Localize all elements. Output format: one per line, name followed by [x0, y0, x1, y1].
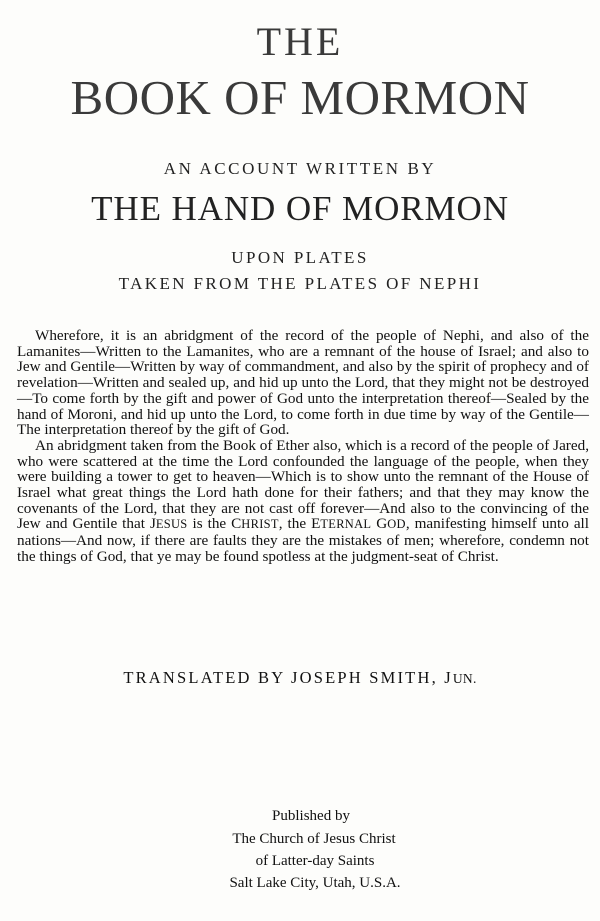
jesus-small-caps: ESUS	[155, 517, 188, 532]
publisher-line-location: Salt Lake City, Utah, U.S.A.	[229, 875, 401, 891]
introduction-text	[17, 328, 589, 565]
subtitle-account-written-by: AN ACCOUNT WRITTEN BY	[163, 159, 437, 178]
subtitle-upon-plates: UPON PLATES	[231, 248, 369, 267]
publisher-line-church-name: The Church of Jesus Christ	[232, 831, 396, 847]
god-small-caps: OD	[387, 517, 406, 532]
subtitle-hand-of-mormon: THE HAND OF MORMON	[91, 189, 509, 228]
introduction-paragraph-2	[17, 438, 589, 565]
publisher-line-latter-day-saints: of Latter-day Saints	[255, 853, 375, 869]
paragraph-2-text-c: , the	[278, 515, 312, 533]
christ-small-caps: HRIST	[241, 517, 279, 532]
subtitle-taken-from-plates: TAKEN FROM THE PLATES OF NEPHI	[118, 274, 482, 293]
eternal-initial: E	[311, 515, 321, 533]
paragraph-2-text-b: is the	[187, 515, 232, 533]
introduction-paragraph-1: Wherefore, it is an abridgment of the record of the people of Nephi, and also of the Lamanites—Written to the Lamanites, who are a remnant of the house of Israel; and also to Jew and Gentile—Written by way of commandment, and also by the spirit of prophecy and of revelation—Written and sealed up, and hid up unto the Lord, that they might not be destroyed—To come forth by the gift and power of God unto the interpretation thereof—Sealed by the hand of Moroni, and hid up unto the Lord, to come forth in due time by way of the Gentile—The interpretation thereof by the gift of God.	[17, 327, 589, 439]
eternal-small-caps: TERNAL	[320, 517, 372, 532]
translator-credit-main: TRANSLATED BY JOSEPH SMITH, J	[123, 668, 453, 687]
christ-initial: C	[231, 515, 242, 533]
paragraph-2-text-e: , manifesting himself unto all nations—And now, if there are faults they are the mistakes of men; wherefore, condemn not the things of God, that ye may be found spotless at the judgment-seat of Christ.	[17, 515, 589, 565]
translator-credit-jun: UN.	[452, 671, 477, 686]
title-book-of-mormon: BOOK OF MORMON	[70, 70, 530, 125]
god-initial: G	[376, 515, 388, 533]
jesus-initial: J	[149, 515, 156, 533]
publisher-line-published-by: Published by	[272, 808, 350, 824]
paragraph-2-text-a: An abridgment taken from the Book of Ether also, which is a record of the people of Jared, who were scattered at the time the Lord confounded the language of the people, when they were building a tower to get to heaven—Which is to show unto the remnant of the House of Israel what great things the Lord hath done for their fathers; and that they may know the covenants of the Lord, that they are not cast off forever—And also to the convincing of the Jew and Gentile that	[17, 436, 589, 533]
title-the: THE	[256, 19, 344, 64]
translator-credit	[0, 668, 600, 688]
